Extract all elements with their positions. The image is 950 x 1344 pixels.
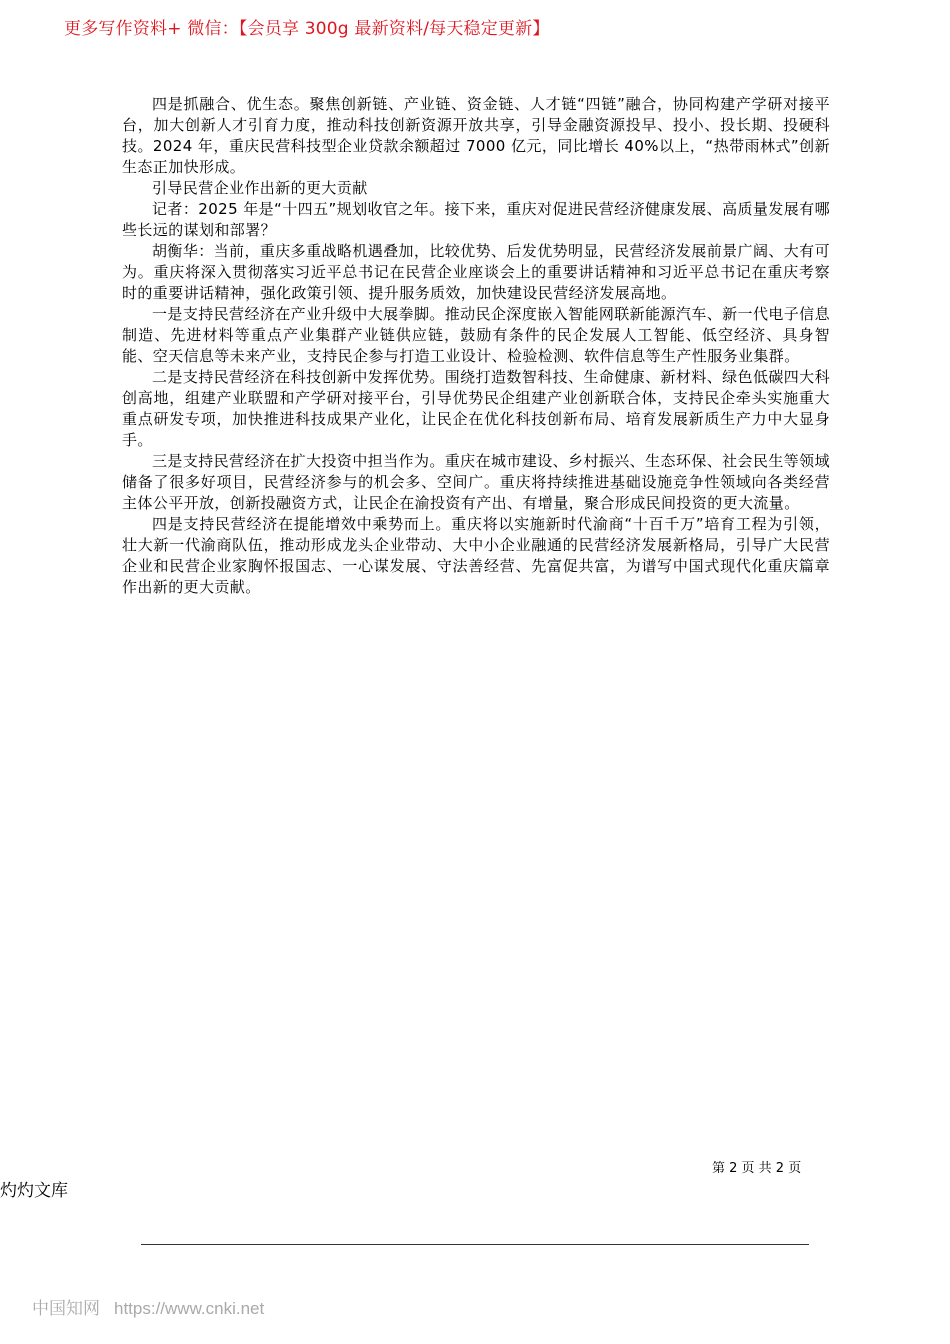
paragraph: 二是支持民营经济在科技创新中发挥优势。围绕打造数智科技、生命健康、新材料、绿色低碳四大科创高地，组建产业联盟和产学研对接平台，引导优势民企组建产业创新联合体，支持民企牵头实施重大重点研发专项，加快推进科技成果产业化，让民企在优化科技创新布局、培育发展新质生产力中大显身手。 bbox=[122, 368, 830, 449]
paragraph: 一是支持民营经济在产业升级中大展拳脚。推动民企深度嵌入智能网联新能源汽车、新一代电子信息制造、先进材料等重点产业集群产业链供应链，鼓励有条件的民企发展人工智能、低空经济、具身智能、空天信息等未来产业，支持民企参与打造工业设计、检验检测、软件信息等生产性服务业集群。 bbox=[122, 305, 830, 365]
page-number: 第 2 页 共 2 页 bbox=[712, 1161, 802, 1176]
paragraph: 胡衡华：当前，重庆多重战略机遇叠加，比较优势、后发优势明显，民营经济发展前景广阔、大有可为。重庆将深入贯彻落实习近平总书记在民营企业座谈会上的重要讲话精神和习近平总书记在重庆考察时的重要讲话精神，强化政策引领、提升服务质效，加快建设民营经济发展高地。 bbox=[122, 242, 830, 302]
promo-banner: 更多写作资料+ 微信：【会员享 300g 最新资料/每天稳定更新】 bbox=[64, 19, 550, 39]
paragraph: 四是抓融合、优生态。聚焦创新链、产业链、资金链、人才链“四链”融合，协同构建产学研对接平台，加大创新人才引育力度，推动科技创新资源开放共享，引导金融资源投早、投小、投长期、投硬科技。2024 年，重庆民营科技型企业贷款余额超过 7000 亿元，同比增长 40%以上，“热带雨林式”创新生态正加快形成。 bbox=[122, 95, 830, 176]
paragraph: 三是支持民营经济在扩大投资中担当作为。重庆在城市建设、乡村振兴、生态环保、社会民生等领域储备了很多好项目，民营经济参与的机会多、空间广。重庆将持续推进基础设施竞争性领域向各类经营主体公平开放，创新投融资方式，让民企在渝投资有产出、有增量，聚合形成民间投资的更大流量。 bbox=[122, 452, 830, 512]
footer-divider bbox=[141, 1244, 809, 1245]
brand-label: 灼灼文库 bbox=[0, 1181, 68, 1201]
watermark-url: https://www.cnki.net bbox=[114, 1299, 265, 1318]
watermark bbox=[32, 1294, 264, 1319]
watermark-name: 中国知网 bbox=[32, 1299, 100, 1319]
paragraph: 记者：2025 年是“十四五”规划收官之年。接下来，重庆对促进民营经济健康发展、高质量发展有哪些长远的谋划和部署？ bbox=[122, 200, 830, 239]
paragraph: 四是支持民营经济在提能增效中乘势而上。重庆将以实施新时代渝商“十百千万”培育工程为引领，壮大新一代渝商队伍，推动形成龙头企业带动、大中小企业融通的民营经济发展新格局，引导广大民营企业和民营企业家胸怀报国志、一心谋发展、守法善经营、先富促共富，为谱写中国式现代化重庆篇章作出新的更大贡献。 bbox=[122, 515, 830, 596]
section-heading: 引导民营企业作出新的更大贡献 bbox=[152, 179, 368, 197]
article-body bbox=[122, 94, 830, 598]
